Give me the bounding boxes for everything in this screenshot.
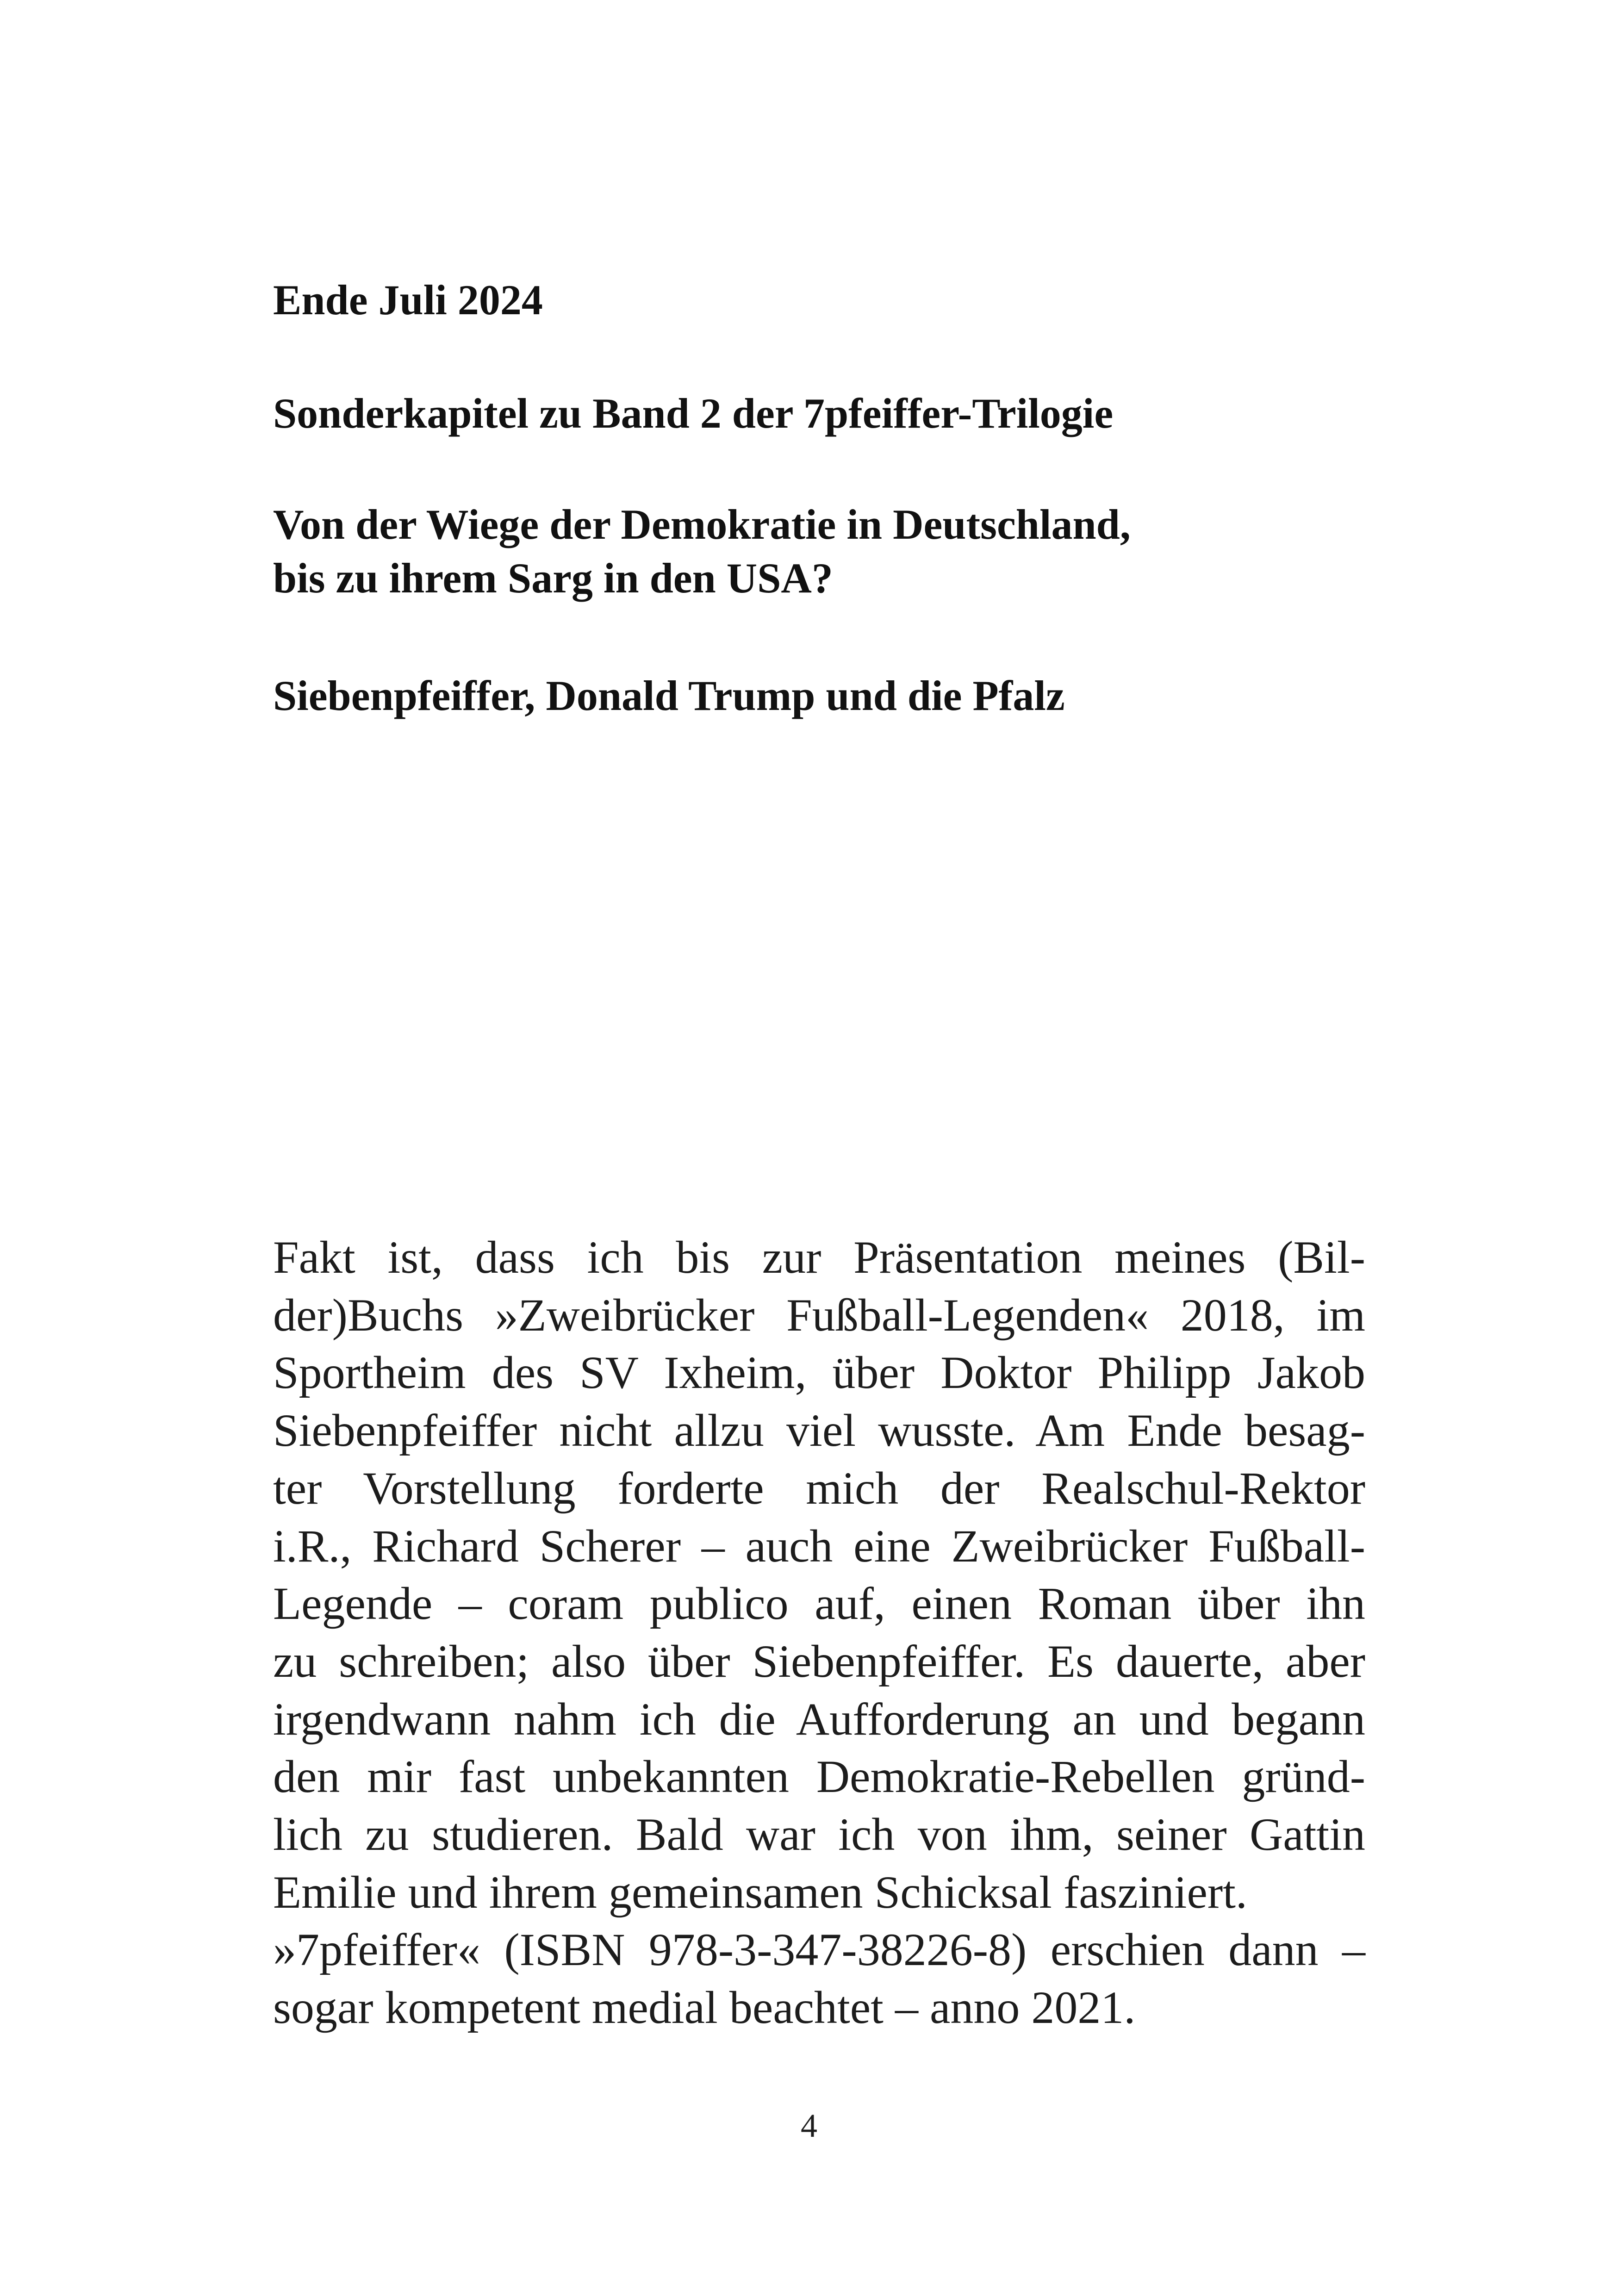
- heading-question-line: Von der Wiege der Demokratie in Deutschland,: [273, 501, 1131, 548]
- body-line: der)Buchs »Zweibrücker Fußball-Legenden« 2018, im: [273, 1289, 1365, 1341]
- body-line: lich zu studieren. Bald war ich von ihm, seiner Gattin: [273, 1809, 1365, 1860]
- heading-special-chapter: Sonderkapitel zu Band 2 der 7pfeiffer-Trilogie: [273, 390, 1114, 437]
- body-line: Fakt ist, dass ich bis zur Präsentation meines (Bil-: [273, 1232, 1365, 1283]
- heading-question-line: bis zu ihrem Sarg in den USA?: [273, 554, 833, 602]
- body-line: Legende – coram publico auf, einen Roman über ihn: [273, 1578, 1365, 1630]
- page-number: 4: [801, 2107, 817, 2144]
- heading-question: [273, 498, 1131, 605]
- body-line: irgendwann nahm ich die Aufforderung an und begann: [273, 1693, 1365, 1745]
- heading-subtitle: Siebenpfeiffer, Donald Trump und die Pfalz: [273, 672, 1065, 719]
- body-paragraph: [273, 1229, 1365, 2037]
- body-line: sogar kompetent medial beachtet – anno 2021.: [273, 1982, 1136, 2034]
- body-line: i.R., Richard Scherer – auch eine Zweibrücker Fußball-: [273, 1520, 1365, 1572]
- heading-date: Ende Juli 2024: [273, 276, 543, 324]
- body-line: zu schreiben; also über Siebenpfeiffer. Es dauerte, aber: [273, 1635, 1365, 1687]
- body-line: ter Vorstellung forderte mich der Realschul-Rektor: [273, 1462, 1365, 1514]
- body-line: »7pfeiffer« (ISBN 978-3-347-38226-8) erschien dann –: [273, 1924, 1365, 1976]
- body-line: Emilie und ihrem gemeinsamen Schicksal fasziniert.: [273, 1866, 1247, 1918]
- body-line: Sportheim des SV Ixheim, über Doktor Philipp Jakob: [273, 1347, 1365, 1399]
- body-line: den mir fast unbekannten Demokratie-Rebellen gründ-: [273, 1751, 1365, 1803]
- body-line: Siebenpfeiffer nicht allzu viel wusste. Am Ende besag-: [273, 1405, 1365, 1456]
